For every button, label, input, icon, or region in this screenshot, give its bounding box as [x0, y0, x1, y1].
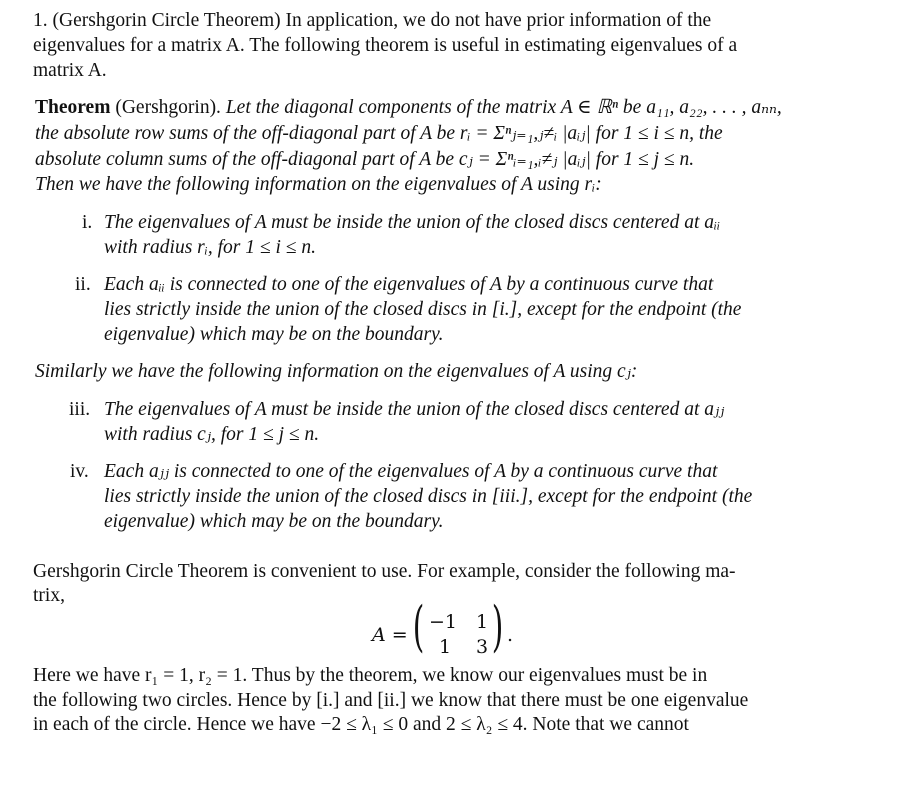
- item-ii-line-2: lies strictly inside the union of the closed discs in [i.], except for the endpoint (the: [104, 299, 742, 320]
- item-ii-line-3: eigenvalue) which may be on the boundary.: [104, 324, 444, 345]
- matrix-right-paren: ): [491, 595, 504, 658]
- problem-intro-rest: In application, we do not have prior information of the: [280, 10, 712, 31]
- matrix-equation: [370, 595, 520, 662]
- example-after-line-1: Here we have r₁ = 1, r₂ = 1. Thus by the theorem, we know our eigenvalues must be in: [33, 665, 708, 686]
- item-i-label: i.: [82, 212, 93, 233]
- matrix-period: .: [507, 624, 514, 646]
- item-ii-line-1: Each aᵢᵢ is connected to one of the eigenvalues of A by a continuous curve that: [104, 274, 714, 295]
- matrix-cell-21: 1: [439, 636, 452, 658]
- theorem-name: (Gershgorin).: [110, 97, 221, 118]
- problem-intro-line-1: [33, 11, 711, 31]
- item-iv-line-3: eigenvalue) which may be on the boundary.: [104, 511, 444, 532]
- theorem-line-3: absolute column sums of the off-diagonal part of A be cⱼ = Σⁿᵢ₌₁,ᵢ≠ⱼ |aᵢⱼ| for 1 ≤ j ≤ n.: [35, 149, 695, 170]
- theorem-line-2: the absolute row sums of the off-diagonal part of A be rᵢ = Σⁿⱼ₌₁,ⱼ≠ᵢ |aᵢⱼ| for 1 ≤ i ≤ n, the: [35, 123, 723, 144]
- theorem-line-1-text: Let the diagonal components of the matrix A ∈ ℝⁿ be a₁₁, a₂₂, . . . , aₙₙ,: [220, 97, 782, 118]
- item-ii-label: ii.: [75, 274, 91, 295]
- similarly-line: Similarly we have the following information on the eigenvalues of A using cⱼ:: [35, 361, 638, 382]
- item-iii-line-2: with radius cⱼ, for 1 ≤ j ≤ n.: [104, 424, 320, 445]
- theorem-line-1: [35, 98, 782, 118]
- problem-intro-line-2: eigenvalues for a matrix A. The following theorem is useful in estimating eigenvalues of a: [33, 35, 738, 56]
- matrix-left-paren: (: [412, 595, 425, 658]
- item-iii-line-1: The eigenvalues of A must be inside the union of the closed discs centered at aⱼⱼ: [104, 399, 725, 420]
- item-i-line-2: with radius rᵢ, for 1 ≤ i ≤ n.: [104, 237, 316, 258]
- matrix-lhs: A =: [372, 624, 408, 646]
- theorem-label: Theorem: [35, 97, 111, 118]
- item-i-line-1: The eigenvalues of A must be inside the union of the closed discs centered at aᵢᵢ: [104, 212, 721, 233]
- matrix-cell-11: −1: [429, 611, 458, 633]
- problem-number: 1.: [33, 10, 48, 31]
- problem-intro-line-3: matrix A.: [33, 60, 107, 81]
- item-iv-line-1: Each aⱼⱼ is connected to one of the eigenvalues of A by a continuous curve that: [104, 461, 718, 482]
- item-iii-label: iii.: [69, 399, 91, 420]
- example-line-2: trix,: [33, 585, 65, 606]
- matrix-cell-12: 1: [476, 611, 489, 633]
- item-iv-label: iv.: [70, 461, 89, 482]
- matrix-cell-22: 3: [476, 636, 489, 658]
- example-after-line-3: in each of the circle. Hence we have −2 ≤ λ₁ ≤ 0 and 2 ≤ λ₂ ≤ 4. Note that we cannot: [33, 714, 689, 735]
- problem-title: (Gershgorin Circle Theorem): [52, 10, 281, 31]
- example-line-1: Gershgorin Circle Theorem is convenient to use. For example, consider the following ma-: [33, 561, 736, 582]
- theorem-line-4: Then we have the following information on the eigenvalues of A using rᵢ:: [35, 174, 602, 195]
- example-after-line-2: the following two circles. Hence by [i.] and [ii.] we know that there must be one eigenvalue: [33, 690, 749, 711]
- item-iv-line-2: lies strictly inside the union of the closed discs in [iii.], except for the endpoint (the: [104, 486, 753, 507]
